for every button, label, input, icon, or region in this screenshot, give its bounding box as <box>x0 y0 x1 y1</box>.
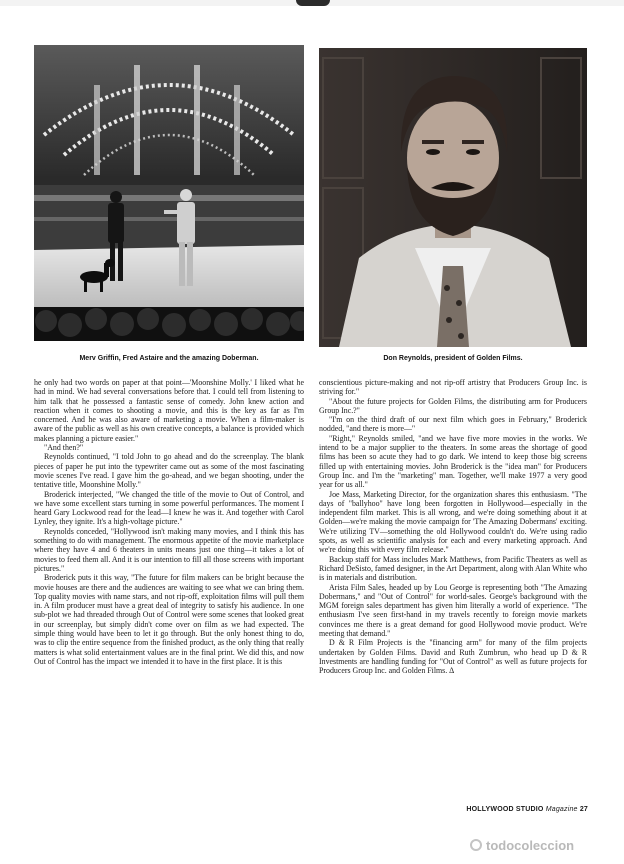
paragraph: "And then?" <box>44 443 84 453</box>
paragraph: D & R Film Projects is the "financing arm" for many of the film projects undertaken by Golden Films. David and Ruth Zumbrun, who head up D & R Investments are handling funding for "Out of Control" as well as future projects for Producers Group Inc. and Golden Films. Δ <box>319 638 587 676</box>
paragraph: Broderick interjected, "We changed the title of the movie to Out of Control, and we have some excellent stars turning in some powerful performances. The moment I heard Gary Lockwood read for the lead—I knew he was it. And together with Carol Lynley, they ignite. It's a high-voltage picture." <box>34 489 304 527</box>
paragraph: "Right," Reynolds smiled, "and we have five more movies in the works. We intend to be a major supplier to the theaters. In some areas the shortage of good films has been so acute they had to go dark. We intend to keep those big screens filled up with entertaining movies. John Broderick is the "idea man" for Producers Group Inc. and I'm the "marketing" man. Together, we'll make 1977 a very good year for us all." <box>319 433 587 490</box>
article-column-right <box>319 378 587 796</box>
paragraph: Arista Film Sales, headed up by Lou George is representing both "The Amazing Dobermans," and "Out of Control" for world-sales. George's background with the MGM foreign sales department has given him literally a world of experience. "The enthusiasm I've seen first-hand in my travels recently to foreign movie markets convinces me there is a great demand for good Hollywood movie product. We're meeting that demand." <box>319 582 587 639</box>
magazine-suffix: Magazine <box>545 806 578 813</box>
paragraph: Reynolds continued, "I told John to go ahead and do the screenplay. The blank pieces of paper he put into the typewriter came out as some of the most fascinating movie scenes I've read. I gave him the go-ahead, and we began shooting, under the tentative title, Moonshine Molly." <box>34 452 304 490</box>
photo-stage-scene <box>34 45 304 341</box>
watermark-logo-icon <box>470 839 482 851</box>
binding-tab <box>296 0 330 6</box>
paragraph: Backup staff for Mass includes Mark Matthews, from Pacific Theaters as well as Richard DeSisto, famed designer, in the Art Department, along with Alan White who is in materials and distribution. <box>319 554 587 583</box>
photo-caption-right: Don Reynolds, president of Golden Films. <box>383 355 523 362</box>
paragraph: "I'm on the third draft of our next film which goes in February," Broderick nodded, "and there is more—" <box>319 415 587 434</box>
paragraph: "About the future projects for Golden Films, the distributing arm for Producers Group Inc.?" <box>319 396 587 415</box>
paragraph: conscientious picture-making and not rip-off artistry that Producers Group Inc. is striving for." <box>319 378 587 397</box>
article-column-left <box>34 378 304 796</box>
paragraph: he only had two words on paper at that point—'Moonshine Molly.' I liked what he had in mind. We had several conversations before that. I could tell from listening to him talk that he possessed a fantastic sense of comedy. John knew action and reaction when it comes to shooting a movie, and this is the key as far as I'm concerned. And he was also aware of marketing a movie. When a film-maker is aware of the public as well as his own creative concepts, a balance is provided which makes planning a picture easier." <box>34 378 304 443</box>
watermark <box>470 835 615 855</box>
page-footer <box>420 806 588 813</box>
paragraph: Reynolds conceded, "Hollywood isn't making many movies, and I think this has something to do with management. The enormous appetite of the movie marketplace where they have 4 and 6 theaters in units means just one thing—it takes a lot of movies to feed them all. And it is our intention to fill all those screens with important pictures." <box>34 526 304 573</box>
paragraph: Broderick puts it this way, "The future for film makers can be bright because the movie houses are there and the audiences are waiting to see what we can bring them. Top quality movies with name stars, and not rip-off, exploitation films will pull them in. A film producer must have a great deal of integrity to satisfy his audience. In one sub-plot we had threaded through Out of Control were some scenes that looked great in our screenplay, but simply didn't come over on film as we had expected. The simple thing would have been to let it go through. But the only honest thing to do, was to clip the entire sequence from the finished product, as the only thing that really matters is what solid entertainment values are in the final print. We did this, and now Out of Control has the impact we intended it to have in the first place. It is this <box>34 573 304 666</box>
page-number: 27 <box>579 806 588 813</box>
photo-portrait <box>319 48 587 347</box>
magazine-name: HOLLYWOOD STUDIO <box>466 806 544 813</box>
paragraph: Joe Mass, Marketing Director, for the organization shares this enthusiasm. "The days of "ballyhoo" have long been forgotten in Hollywood—especially in the independent film market. This is all wrong, and we're doing something about it at Golden—we're making the movie campaign for 'The Amazing Dobermans' exciting. We're utilizing TV—something the old Hollywood couldn't do. We're using radio spots, as well as scientific analysis for each and every marketing approach. And we're doing this with every film release." <box>319 489 587 555</box>
watermark-text: todocoleccion <box>486 837 575 853</box>
photo-caption-left: Merv Griffin, Fred Astaire and the amazing Doberman. <box>79 355 259 362</box>
